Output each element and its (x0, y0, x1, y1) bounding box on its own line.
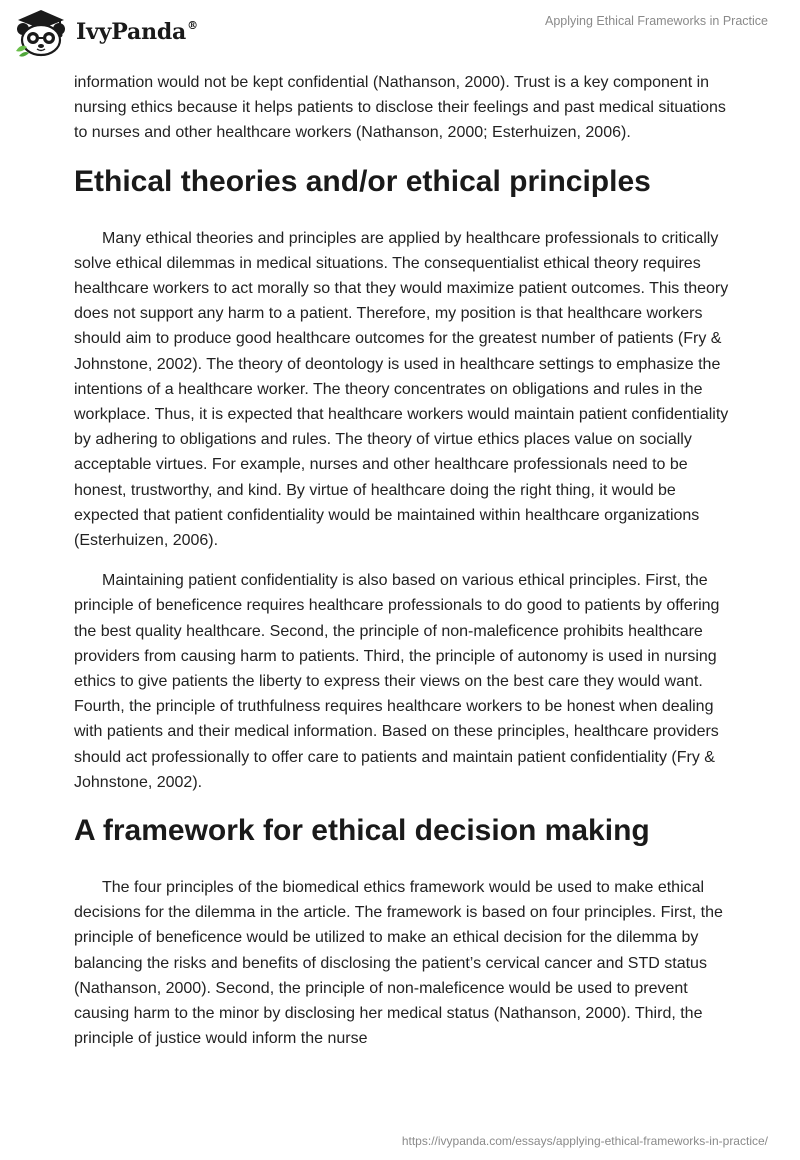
brand-name: IvyPanda® (76, 18, 198, 45)
paragraph: Maintaining patient confidentiality is also based on various ethical principles. First, the principle of beneficence requires healthcare professionals to do good to patients by offering the best quality healthcare. Second, the principle of non-maleficence prohibits healthcare providers from causing harm to patients. Third, the principle of autonomy is used in nursing ethics to give patients the liberty to express their views on the best care they would want. Fourth, the principle of truthfulness requires healthcare workers to be honest when dealing with patients and their medical information. Based on these principles, healthcare providers should act professionally to offer care to patients and maintain patient confidentiality (Fry & Johnstone, 2002). (74, 572, 720, 791)
page-header (0, 0, 800, 66)
paragraph: Many ethical theories and principles are applied by healthcare professionals to critically solve ethical dilemmas in medical situations. The consequentialist ethical theory requires healthcare workers to act morally so that they would maximize patient outcomes. This theory does not support any harm to a patient. Therefore, my position is that healthcare workers should aim to produce good healthcare outcomes for the greatest number of patients (Fry & Johnstone, 2002). The theory of deontology is used in healthcare settings to emphasize the intentions of a healthcare worker. The theory concentrates on obligations and rules in the workplace. Thus, it is expected that healthcare workers would maintain patient confidentiality by adhering to obligations and rules. The theory of virtue ethics places value on socially acceptable virtues. For example, nurses and other healthcare professionals need to be honest, trustworthy, and kind. By virtue of healthcare doing the right thing, it would be expected that patient confidentiality would be maintained within healthcare organizations (Esterhuizen, 2006). (74, 229, 729, 550)
brand-logo[interactable] (14, 7, 198, 57)
paragraph: information would not be kept confidential (Nathanson, 2000). Trust is a key component in nursing ethics because it helps patients to disclose their feelings and past medical situations to nurses and other healthcare workers (Nathanson, 2000; Esterhuizen, 2006). (74, 74, 726, 142)
paragraph: The four principles of the biomedical ethics framework would be used to make ethical decisions for the dilemma in the article. The framework is based on four principles. First, the principle of beneficence would be utilized to make an ethical decision for the dilemma by balancing the risks and benefits of disclosing the patient’s cervical cancer and STD status (Nathanson, 2000). Second, the principle of non-maleficence would be used to prevent causing harm to the minor by disclosing her medical status (Nathanson, 2000). Third, the principle of justice would inform the nurse (74, 879, 723, 1048)
document-title: Applying Ethical Frameworks in Practice (545, 14, 768, 28)
section-heading: Ethical theories and/or ethical principles (74, 164, 651, 198)
panda-logo-icon (14, 7, 70, 57)
source-url[interactable]: https://ivypanda.com/essays/applying-ethical-frameworks-in-practice/ (401, 1134, 768, 1148)
essay-body (74, 70, 734, 1067)
section-heading: A framework for ethical decision making (74, 814, 650, 848)
